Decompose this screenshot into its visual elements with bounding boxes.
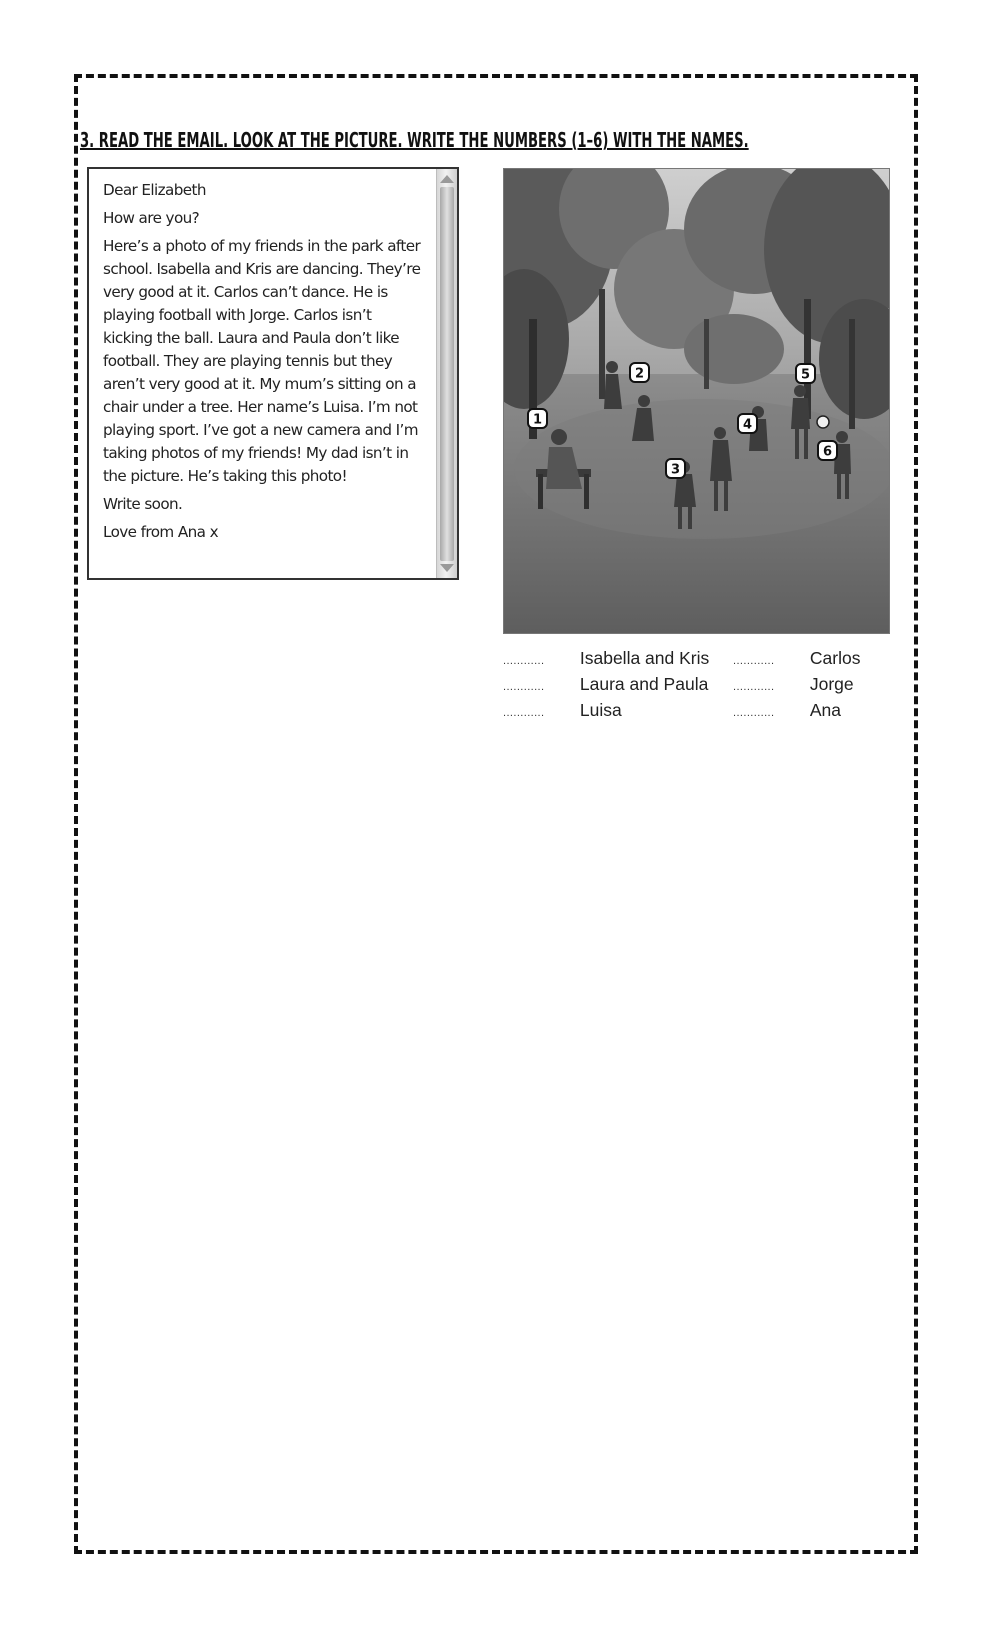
answer-row[interactable] (503, 648, 709, 669)
marker-6 (818, 441, 837, 460)
svg-text:6: 6 (822, 444, 833, 460)
answer-blank[interactable]: ............ (733, 681, 775, 693)
answer-name: Luisa (579, 700, 622, 720)
email-closing: Write soon. (103, 495, 183, 513)
answer-row[interactable] (503, 700, 622, 721)
scroll-up-arrow-icon[interactable] (440, 175, 454, 183)
answer-blank[interactable]: ............ (503, 681, 545, 693)
email-signoff: Love from Ana x (103, 523, 218, 541)
park-scene (504, 169, 889, 633)
scroll-thumb[interactable] (440, 187, 454, 561)
marker-4 (738, 414, 757, 433)
answer-row[interactable] (733, 648, 860, 669)
marker-1 (528, 409, 547, 428)
scroll-down-arrow-icon[interactable] (440, 564, 454, 572)
email-panel[interactable] (87, 167, 459, 580)
answer-blank[interactable]: ............ (503, 655, 545, 667)
answer-row[interactable] (503, 674, 708, 695)
email-greeting: Dear Elizabeth (103, 181, 206, 199)
svg-text:1: 1 (532, 412, 543, 428)
email-scrollbar[interactable] (436, 169, 457, 578)
exercise-heading: 3. READ THE EMAIL. LOOK AT THE PICTURE. WRITE THE NUMBERS (1–6) WITH THE NAMES. (80, 128, 749, 152)
email-body: Here’s a photo of my friends in the park after school. Isabella and Kris are dancing. They’re very good at it. Carlos can’t dance. He is playing football with Jorge. Carlos isn’t kicking the ball. Laura and Paula don’t like football. They are playing tennis but they aren’t very good at it. My mum’s sitting on a chair under a tree. Her name’s Luisa. I’m not playing sport. I’ve got a new camera and I’m taking photos of my friends! My dad isn’t in the picture. He’s taking this photo! (103, 237, 421, 485)
svg-text:2: 2 (634, 366, 645, 382)
answer-name: Laura and Paula (579, 674, 709, 694)
answer-blank[interactable]: ............ (503, 707, 545, 719)
answer-blank[interactable]: ............ (733, 707, 775, 719)
answer-name: Ana (809, 700, 842, 720)
marker-2 (630, 363, 649, 382)
svg-text:4: 4 (742, 417, 753, 433)
email-text (103, 179, 425, 549)
marker-5 (796, 364, 815, 383)
park-photo (503, 168, 890, 634)
football-icon (817, 416, 829, 428)
answer-name: Jorge (809, 674, 854, 694)
answer-row[interactable] (733, 700, 841, 721)
answer-row[interactable] (733, 674, 854, 695)
marker-3 (666, 459, 685, 478)
answer-name: Carlos (809, 648, 861, 668)
answer-name: Isabella and Kris (579, 648, 710, 668)
svg-text:3: 3 (670, 462, 681, 478)
answer-blank[interactable]: ............ (733, 655, 775, 667)
svg-text:5: 5 (800, 367, 811, 383)
email-question: How are you? (103, 209, 200, 227)
